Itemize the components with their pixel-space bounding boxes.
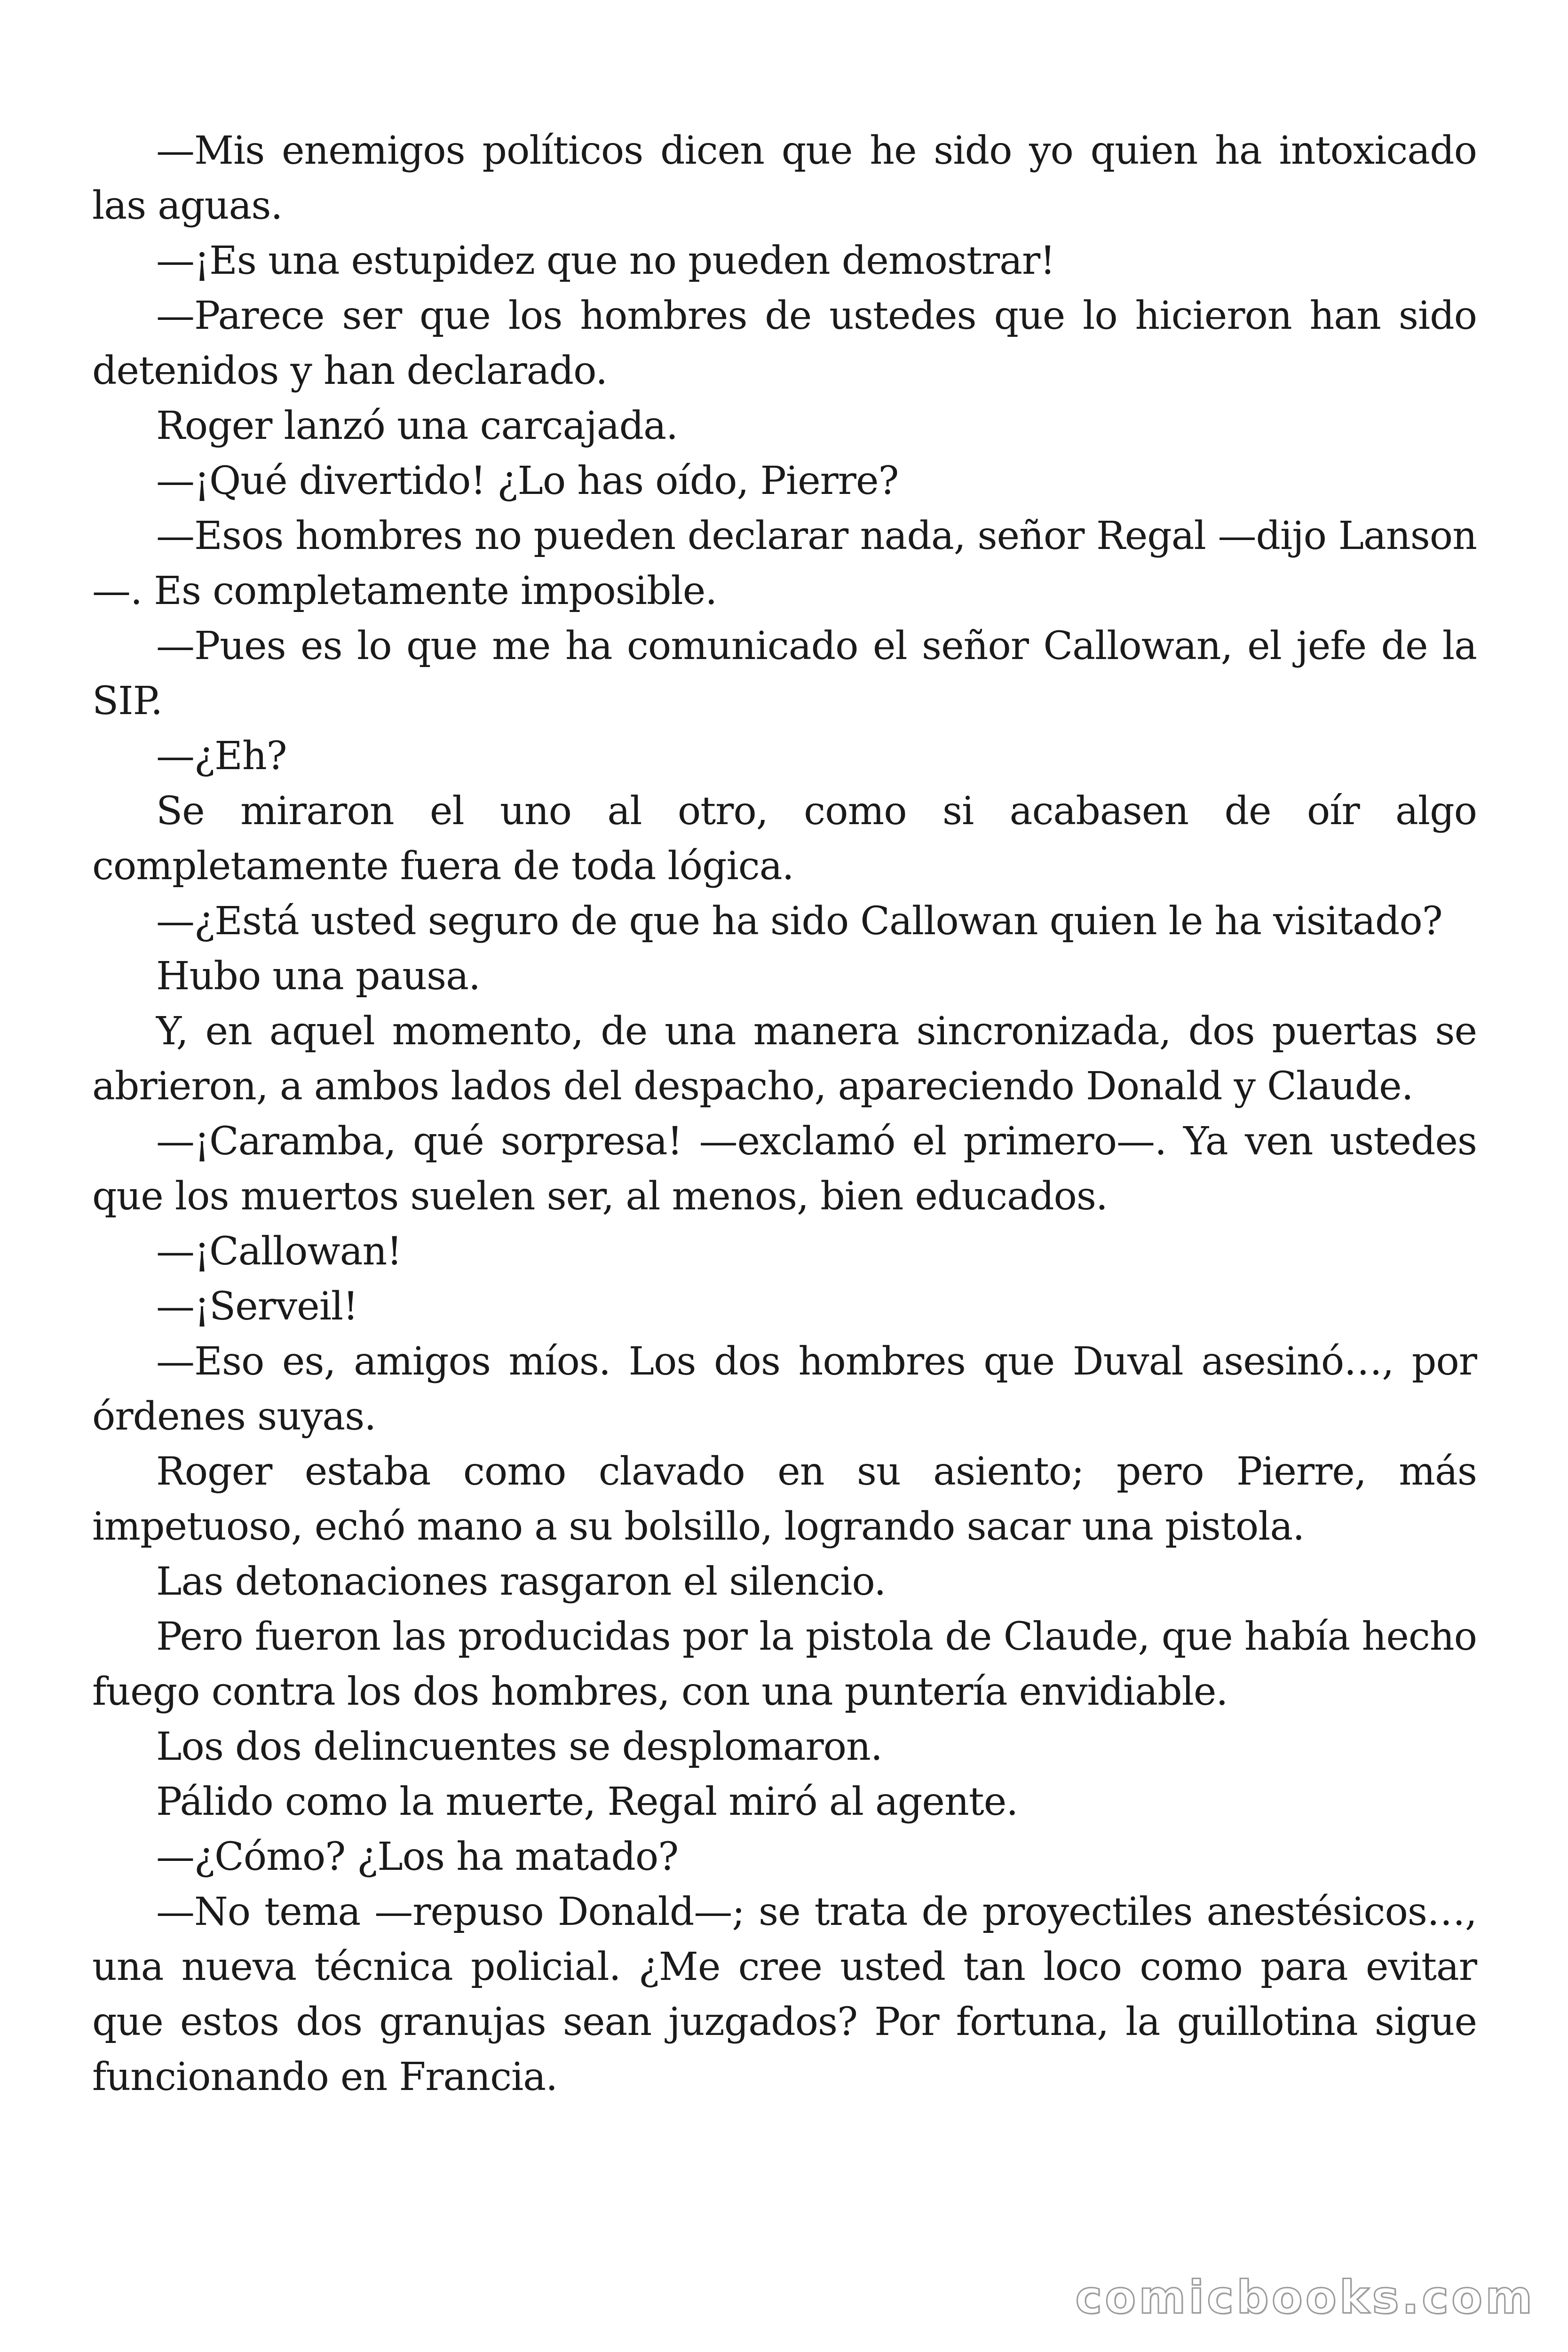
paragraph: Y, en aquel momento, de una manera sincronizada, dos puertas se abrieron, a ambos lados del despacho, apareciendo Donald y Claude. (92, 1009, 1477, 1109)
paragraph: —¡Es una estupidez que no pueden demostrar! (156, 238, 1055, 283)
paragraph: Los dos delincuentes se desplomaron. (156, 1724, 882, 1769)
paragraph: —¡Callowan! (156, 1229, 402, 1274)
paragraph: —Parece ser que los hombres de ustedes que lo hicieron han sido detenidos y han declarado. (92, 294, 1477, 393)
paragraph: —¿Está usted seguro de que ha sido Callowan quien le ha visitado? (156, 899, 1442, 944)
paragraph: Se miraron el uno al otro, como si acabasen de oír algo completamente fuera de toda lógica. (92, 789, 1477, 889)
paragraph: —¿Cómo? ¿Los ha matado? (156, 1835, 679, 1879)
paragraph: —¡Serveil! (156, 1284, 358, 1329)
watermark: comicbooks.com (1075, 2271, 1535, 2324)
paragraph: —No tema —repuso Donald—; se trata de proyectiles anestésicos…, una nueva técnica policial. ¿Me cree usted tan loco como para evitar que estos dos granujas sean juzgados? Por fortuna, la guillotina sigue funcionando en Francia. (92, 1890, 1477, 2099)
paragraph: —¿Eh? (156, 734, 287, 779)
paragraph: —Eso es, amigos míos. Los dos hombres que Duval asesinó…, por órdenes suyas. (92, 1339, 1477, 1439)
paragraph: Hubo una pausa. (156, 954, 481, 999)
page-body (92, 123, 1477, 2105)
paragraph: —¡Qué divertido! ¿Lo has oído, Pierre? (156, 459, 899, 503)
paragraph: —Esos hombres no pueden declarar nada, señor Regal —dijo Lanson —. Es completamente imposible. (92, 514, 1477, 613)
paragraph: Pero fueron las producidas por la pistola de Claude, que había hecho fuego contra los dos hombres, con una puntería envidiable. (92, 1614, 1477, 1714)
paragraph: —¡Caramba, qué sorpresa! —exclamó el primero—. Ya ven ustedes que los muertos suelen ser, al menos, bien educados. (92, 1119, 1477, 1219)
paragraph: —Mis enemigos políticos dicen que he sido yo quien ha intoxicado las aguas. (92, 128, 1477, 228)
paragraph: Roger lanzó una carcajada. (156, 404, 678, 448)
paragraph: —Pues es lo que me ha comunicado el señor Callowan, el jefe de la SIP. (92, 624, 1477, 723)
paragraph: Roger estaba como clavado en su asiento; pero Pierre, más impetuoso, echó mano a su bolsillo, logrando sacar una pistola. (92, 1449, 1477, 1549)
paragraph: Las detonaciones rasgaron el silencio. (156, 1559, 886, 1604)
paragraph: Pálido como la muerte, Regal miró al agente. (156, 1780, 1018, 1824)
